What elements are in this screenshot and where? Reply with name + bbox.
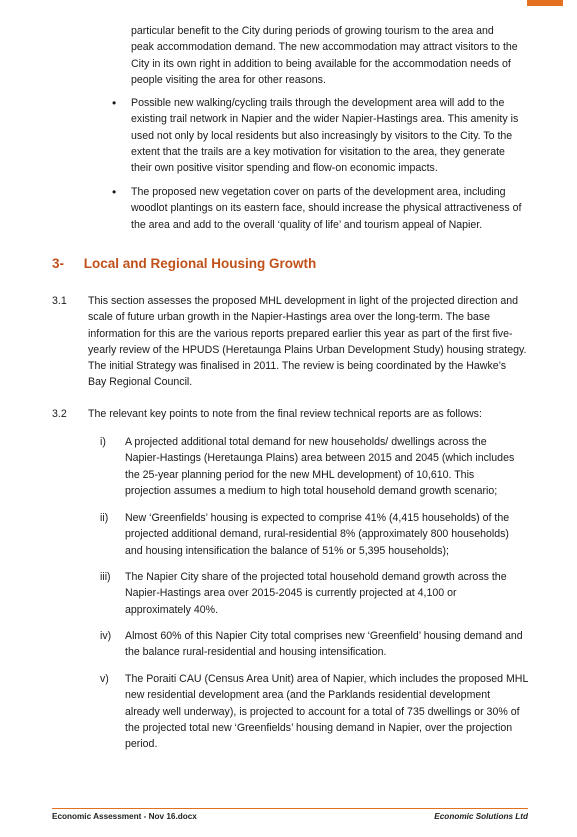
- text-line: the area and add to the overall ‘quality of life’ and tourism appeal of Napier.: [131, 218, 483, 231]
- list-item-number: i): [100, 436, 106, 448]
- section-title: Local and Regional Housing Growth: [83, 256, 317, 271]
- text-line: The initial Strategy was finalised in 2011. The review is being coordinated by the Hawke’s: [88, 360, 507, 373]
- text-line: Bay Regional Council.: [88, 376, 193, 389]
- text-line: particular benefit to the City during periods of growing tourism to the area and: [131, 25, 494, 37]
- footer-divider: [52, 808, 528, 809]
- text-line: peak accommodation demand. The new accommodation may attract visitors to the: [131, 41, 518, 54]
- text-line: This section assesses the proposed MHL development in light of the projected direction and: [88, 295, 519, 307]
- text-line: approximately 40%.: [125, 603, 219, 616]
- bullet-symbol: •: [112, 185, 117, 199]
- text-line: yearly review of the HPUDS (Heretaunga Plains Urban Development Study) housing strategy.: [88, 343, 527, 356]
- text-line: the projected total new ‘Greenfields’ housing demand in Napier, over the projection: [125, 721, 513, 734]
- section-heading: [52, 256, 316, 271]
- text-line: The relevant key points to note from the final review technical reports are as follows:: [88, 408, 482, 420]
- text-line: New ‘Greenfields’ housing is expected to comprise 41% (4,415 households) of the: [125, 512, 510, 524]
- bullet-item: [131, 95, 527, 176]
- text-line: information for this are the various reports prepared earlier this year as part of the first five-: [88, 327, 513, 340]
- text-line: Napier-Hastings area over 2015-2045 is currently projected at 4,100 or: [125, 587, 457, 600]
- list-item-number: v): [100, 673, 109, 685]
- text-line: Possible new walking/cycling trails through the development area will add to the: [131, 97, 505, 109]
- footer-document-name: Economic Assessment - Nov 16.docx: [52, 812, 197, 821]
- list-item: [125, 569, 527, 618]
- text-line: woodlot plantings on its eastern face, should increase the physical attractiveness of: [131, 202, 522, 215]
- text-line: The proposed new vegetation cover on parts of the development area, including: [131, 186, 506, 198]
- intro-paragraph: [131, 23, 527, 88]
- list-item: [125, 628, 527, 661]
- list-item-number: ii): [100, 512, 109, 524]
- text-line: The Poraiti CAU (Census Area Unit) area of Napier, which includes the proposed MHL: [125, 673, 529, 685]
- text-line: the 25-year planning period for the new MHL development) of 10,610. This: [125, 468, 475, 481]
- text-line: A projected additional total demand for new households/ dwellings across the: [125, 436, 487, 448]
- bullet-item: [131, 184, 527, 233]
- paragraph-3-2: [88, 406, 527, 422]
- text-line: extent that the trails are a key motivation for visitation to the area, they generate: [131, 145, 505, 158]
- text-line: Napier-Hastings (Heretaunga Plains) area between 2015 and 2045 (which includes: [125, 452, 515, 465]
- text-line: and housing intensification the balance of 51% or 5,395 households);: [125, 544, 449, 557]
- paragraph-number: 3.2: [52, 408, 67, 420]
- text-line: The Napier City share of the projected total household demand growth across the: [125, 571, 507, 583]
- text-line: new residential development area (and the Parklands residential development: [125, 689, 491, 702]
- paragraph-3-1: [88, 293, 527, 391]
- paragraph-number: 3.1: [52, 295, 67, 307]
- text-line: projection assumes a medium to high total household demand growth scenario;: [125, 484, 498, 497]
- list-item: [125, 510, 527, 559]
- text-line: already well underway), is projected to account for a total of 735 dwellings or 30% of: [125, 705, 520, 718]
- text-line: people visiting the area for other reasons.: [131, 73, 326, 86]
- text-line: their own positive visitor spending and flow-on economic impacts.: [131, 162, 438, 175]
- bullet-symbol: •: [112, 96, 117, 110]
- section-number: 3-: [52, 256, 65, 271]
- page-corner-tab: [527, 0, 563, 6]
- text-line: the balance rural-residential and housing intensification.: [125, 646, 387, 659]
- text-line: used not only by local residents but also increasingly by visitors to the City. To the: [131, 129, 513, 142]
- list-item: [125, 671, 527, 752]
- footer-company-name: Economic Solutions Ltd: [434, 812, 528, 821]
- text-line: existing trail network in Napier and the wider Napier-Hastings area. This amenity is: [131, 113, 519, 126]
- text-line: City in its own right in addition to being available for the accommodation needs of: [131, 57, 511, 70]
- text-line: Almost 60% of this Napier City total comprises new ‘Greenfield’ housing demand and: [125, 630, 523, 642]
- list-item-number: iv): [100, 630, 112, 642]
- list-item: [125, 434, 527, 499]
- text-line: period.: [125, 738, 158, 751]
- list-item-number: iii): [100, 571, 111, 583]
- text-line: projected additional demand, rural-residential 8% (approximately 800 households): [125, 528, 509, 541]
- text-line: scale of future urban growth in the Napier-Hastings area over the long-term. The base: [88, 311, 490, 324]
